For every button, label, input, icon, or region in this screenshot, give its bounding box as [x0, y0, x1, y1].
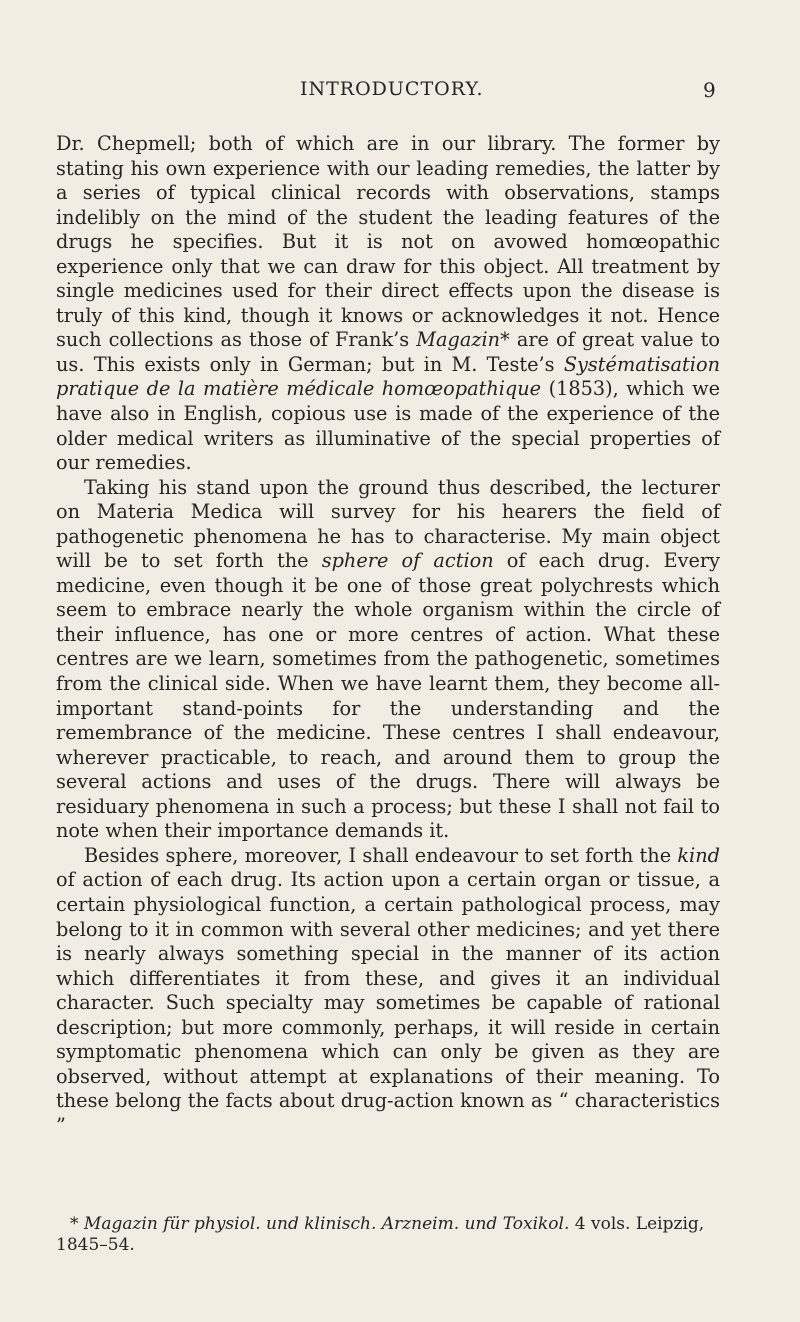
text-run: of each drug. Every medicine, even though it be one of those great polychrests which seem to embrace nearly the whole organism within the circle of their influence, has one or more centres of action. What these centres are we learn, sometimes from the pathogenetic, sometimes from the clinical side. When we have learnt them, they become all-important stand-points for the understanding and the remembrance of the medicine. These centres I shall endeavour, wherever practicable, to reach, and around them to group the several actions and uses of the drugs. There will always be residuary phenomena in such a process; but these I shall not fail to note when their importance demands it.: [56, 549, 720, 843]
text-run: (1853), which we have also in English, copious use is made of the experience of the older medical writers as illuminative of the special properties of our remedies.: [56, 377, 720, 475]
paragraph-1: [56, 132, 720, 476]
footnote-details: 4 vols. Leipzig, 1845–54.: [56, 1214, 705, 1255]
page-number: 9: [703, 78, 716, 102]
italic-run-kind: kind: [677, 843, 720, 867]
text-run: * are of great value to us. This exists only in German; but in M. Teste’s: [56, 328, 720, 376]
footnote: [56, 1214, 720, 1256]
text-run: Besides sphere, moreover, I shall endeavour to set forth the: [84, 843, 678, 867]
footnote-marker: *: [70, 1214, 84, 1234]
body-text: [56, 132, 720, 1138]
text-run: of action of each drug. Its action upon a certain organ or tissue, a certain physiological function, a certain pathological process, may belong to it in common with several other medicines; and yet there is nearly always something special in the manner of its action which differentiates it from these, and gives it an individual character. Such specialty may sometimes be capable of rational description; but more commonly, perhaps, it will reside in certain symptomatic phenomena which can only be given as they are observed, without attempt at explanations of their meaning. To these belong the facts about drug-action known as “ characteristics ”: [56, 868, 720, 1137]
italic-run-systematisation: Systématisation pratique de la matière médicale homœopathique: [56, 352, 720, 401]
italic-run-sphere-of-action: sphere of action: [321, 549, 494, 573]
running-title: INTRODUCTORY.: [300, 78, 484, 100]
footnote-citation: Magazin für physiol. und klinisch. Arzneim. und Toxikol.: [83, 1214, 570, 1234]
text-run: Taking his stand upon the ground thus described, the lecturer on Materia Medica will survey for his hearers the field of pathogenetic phenomena he has to characterise. My main object will be to set forth the: [56, 475, 720, 573]
paragraph-2: [56, 476, 720, 844]
text-run: Dr. Chepmell; both of which are in our library. The former by stating his own experience with our leading remedies, the latter by a series of typical clinical records with observations, stamps indelibly on the mind of the student the leading features of the drugs he specifies. But it is not on avowed homœopathic experience only that we can draw for this object. All treatment by single medicines used for their direct effects upon the disease is truly of this kind, though it knows or acknowledges it not. Hence such collections as those of Frank’s: [56, 132, 720, 352]
paragraph-3: [56, 844, 720, 1139]
running-head: [0, 78, 800, 108]
italic-run-magazin: Magazin: [416, 328, 501, 352]
